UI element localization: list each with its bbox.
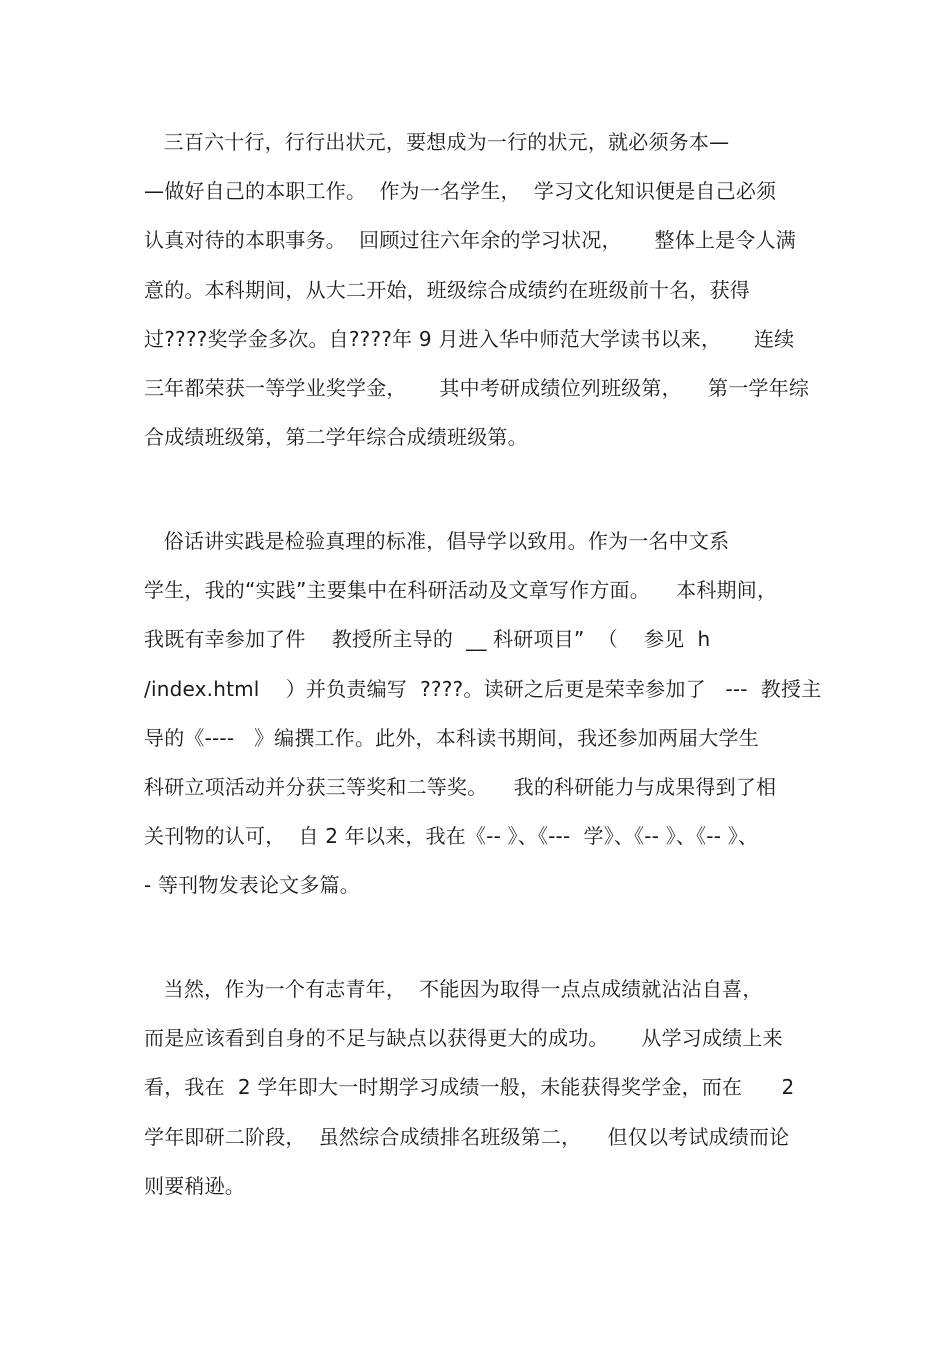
text-line: 而是应该看到自身的不足与缺点以获得更大的成功。 从学习成绩上来	[144, 1026, 783, 1051]
text-line: 科研立项活动并分获三等奖和二等奖。 我的科研能力与成果得到了相	[144, 774, 777, 799]
text-line: 看，我在 2 学年即大一时期学习成绩一般，未能获得奖学金，而在 2	[144, 1075, 795, 1100]
text-line: 三年都荣获一等学业奖学金， 其中考研成绩位列班级第， 第一学年综	[144, 375, 810, 400]
text-line: 关刊物的认可， 自 2 年以来，我在《-- 》、《--- 学》、《-- 》、《-- 》、	[144, 824, 759, 849]
text-line: 我既有幸参加了件 教授所主导的 __ 科研项目” （ 参见 h	[144, 627, 711, 652]
text-line: 学生，我的“实践”主要集中在科研活动及文章写作方面。 本科期间，	[144, 578, 778, 603]
text-line: 三百六十行，行行出状元，要想成为一行的状元，就必须务本—	[144, 130, 730, 154]
text-line: 则要稍逊。	[144, 1173, 245, 1198]
text-line: 学年即研二阶段， 虽然综合成绩排名班级第二， 但仅以考试成绩而论	[144, 1124, 790, 1149]
text-line: 合成绩班级第，第二学年综合成绩班级第。	[144, 425, 528, 450]
text-line: - 等刊物发表论文多篇。	[144, 873, 360, 898]
text-line: 意的。本科期间，从大二开始，班级综合成绩约在班级前十名，获得	[144, 277, 750, 302]
text-line: 当然，作为一个有志青年， 不能因为取得一点点成绩就沾沾自喜，	[144, 977, 763, 1001]
paragraph-academic-record	[144, 118, 824, 462]
text-line: 俗话讲实践是检验真理的标准，倡导学以致用。作为一名中文系	[144, 529, 730, 553]
paragraph-research-practice	[144, 517, 824, 911]
text-line: /index.html ）并负责编写 ????。读研之后更是荣幸参加了 --- 教授主	[144, 676, 822, 701]
text-line: 过????奖学金多次。自????年 9 月进入华中师范大学读书以来， 连续	[144, 326, 795, 351]
paragraph-self-reflection	[144, 965, 824, 1211]
text-line: 认真对待的本职事务。 回顾过往六年余的学习状况， 整体上是令人满	[144, 228, 796, 253]
text-line: —做好自己的本职工作。 作为一名学生， 学习文化知识便是自己必须	[144, 179, 777, 204]
text-line: 导的《---- 》编撰工作。此外，本科读书期间，我还参加两届大学生	[144, 725, 759, 750]
